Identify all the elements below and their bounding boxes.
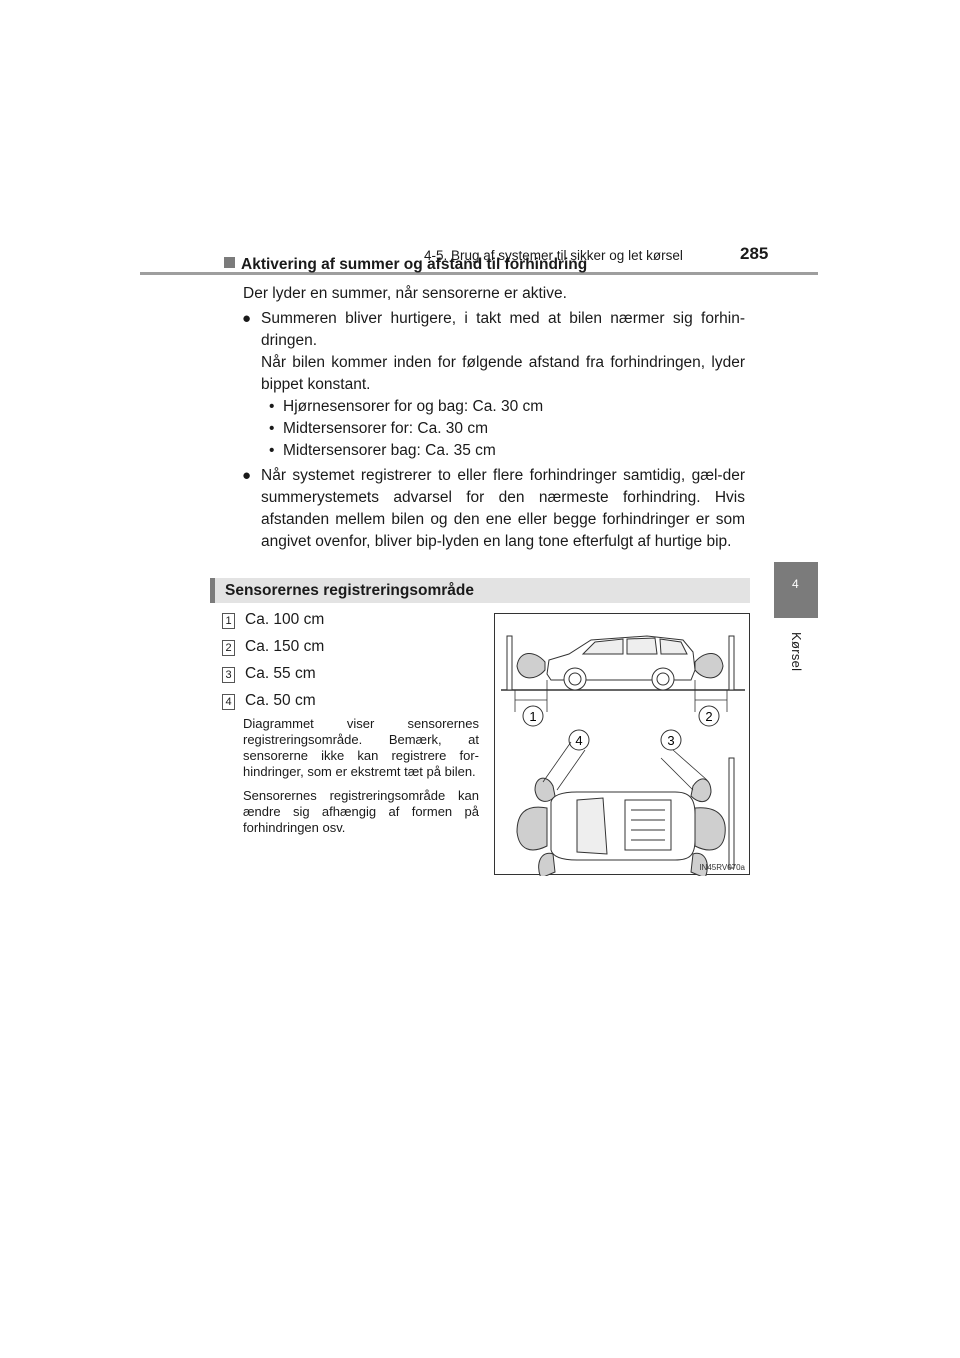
obstacle-wall-bottom-right [729,758,734,868]
sensor-range-illustration [495,614,751,876]
front-sensor-zone [517,653,545,677]
chapter-title: 4-5. Brug af systemer til sikker og let kørsel [424,248,683,263]
callout-number: 2 [222,640,235,656]
legend-row [222,692,324,719]
bullet-text: Når bilen kommer inden for følgende afstand fra forhindringen, lyder bippet konstant. [261,354,745,393]
distance-list [269,396,745,462]
chapter-tab-number: 4 [792,577,799,591]
callout-number: 1 [222,613,235,629]
note-text: Diagrammet viser sensorernes registreringsområde. Bemærk, at sensorerne ikke kan registrere for-hindringer, som er ekstremt tæt på bilen. [243,716,479,779]
callout-number: 3 [222,667,235,683]
section-heading [224,256,587,274]
intro-text: Der lyder en summer, når sensorerne er aktive. [243,285,567,302]
list-item: • Midtersensorer bag: Ca. 35 cm [269,440,745,462]
chapter-tab-label: Kørsel [789,632,804,672]
section-heading-text: Aktivering af summer og afstand til forhindring [241,256,588,273]
obstacle-wall-left [507,636,512,690]
legend [222,611,324,719]
callout-3-label: 3 [667,733,675,748]
rear-sensor-zone [695,653,723,677]
legend-text: Ca. 100 cm [245,611,325,628]
bullet-text: Når systemet registrerer to eller flere forhindringer samtidig, gæl-der summerystemets advarsel for den nærmeste forhindring. Hvis afstanden mellem bilen og den ene eller begge forhindringer er som angivet ovenfor, bliver bip-lyden en lang tone efterfulgt af hurtige bip. [261,467,745,550]
bullet-item [243,465,745,553]
range-dimension-lines [515,680,727,712]
sensor-range-figure [494,613,750,875]
obstacle-wall-right [729,636,734,690]
list-item: • Midtersensorer for: Ca. 30 cm [269,418,745,440]
legend-text: Ca. 55 cm [245,665,316,682]
note-text: Sensorernes registreringsområde kan ændre sig afhængig af formen på forhindringen osv. [243,788,479,835]
bullet-dot-icon: ● [242,467,252,484]
figure-code: IN45RV070a [699,863,745,872]
callout-4-label: 4 [575,733,583,748]
bullet-text: Summeren bliver hurtigere, i takt med at bilen nærmer sig forhin-dringen. [261,310,745,349]
legend-row [222,638,324,665]
subsection-heading: Sensorernes registreringsområde [210,578,750,603]
car-top-view [551,792,695,860]
legend-row [222,665,324,692]
callout-number: 4 [222,694,235,710]
legend-row [222,611,324,638]
bullet-item [243,308,745,462]
callout-1-label: 1 [529,709,537,724]
bullet-dot-icon: ● [242,310,252,327]
notes [243,716,479,844]
diagonal-range-lines [543,742,707,790]
page-number: 285 [740,244,769,263]
legend-text: Ca. 150 cm [245,638,325,655]
legend-text: Ca. 50 cm [245,692,316,709]
list-item: • Hjørnesensorer for og bag: Ca. 30 cm [269,396,745,418]
section-body [243,283,745,553]
car-side-view [547,636,695,690]
chapter-tab [774,562,818,618]
callout-2-label: 2 [705,709,713,724]
square-bullet-icon [224,257,235,268]
